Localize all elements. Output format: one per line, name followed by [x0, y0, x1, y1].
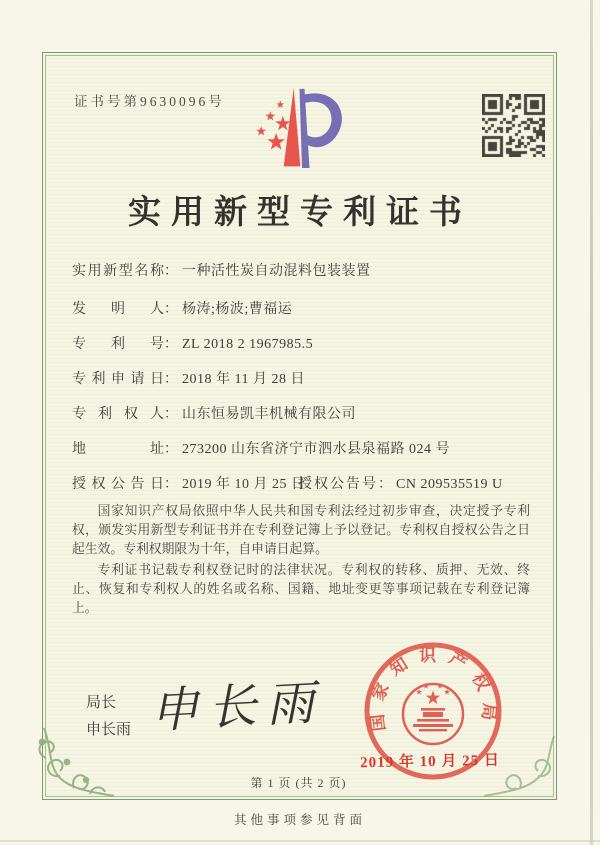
field-value: ZL 2018 2 1967985.5: [182, 337, 314, 352]
field-row-inventors: [72, 298, 542, 318]
scan-edge-shadow: [590, 0, 593, 845]
field-row-filing-date: [72, 368, 542, 388]
page-number: 第 1 页 (共 2 页): [250, 776, 347, 790]
field-label: 专利号: [72, 337, 164, 352]
colon: ：: [164, 337, 178, 352]
field-label: 发明人: [72, 302, 164, 317]
field-label: 专利申请日: [72, 372, 164, 387]
commissioner-name: 申长雨: [86, 722, 132, 738]
colon: ：: [164, 407, 178, 422]
grant-number-pair: [298, 473, 503, 493]
seal-date: 2019 年 10 月 25 日: [360, 752, 501, 772]
field-label: 授权公告号: [298, 477, 378, 492]
colon: ：: [378, 477, 392, 492]
legal-text: [72, 502, 530, 620]
field-value: 2018 年 11 月 28 日: [182, 372, 305, 387]
field-value: 一种活性炭自动混料包装装置: [182, 264, 371, 279]
field-row-patentee: [72, 403, 542, 423]
commissioner-role: 局长: [86, 695, 117, 711]
qr-code: [482, 94, 545, 157]
commissioner-autograph: 申长雨: [148, 676, 326, 739]
back-side-note: 其他事项参见背面: [233, 813, 366, 827]
field-value: 山东恒易凯丰机械有限公司: [182, 407, 356, 422]
seal-org-text: 国家知识产权局: [366, 645, 500, 733]
field-label: 地址: [72, 442, 164, 457]
field-value: 杨涛;杨波;曹福运: [182, 302, 293, 317]
field-row-utility-model-name: [72, 260, 542, 280]
certificate-number: 证书号第9630096号: [74, 94, 225, 109]
scan-edge-shadow: [0, 840, 600, 842]
legal-paragraph: 专利证书记载专利权登记时的法律状况。专利权的转移、质押、无效、终止、恢复和专利权人的姓名或名称、国籍、地址变更等事项记载在专利登记簿上。: [72, 563, 530, 615]
field-row-grant-date-and-number: [72, 473, 542, 493]
field-row-patent-number: [72, 333, 542, 353]
field-value: CN 209535519 U: [396, 477, 503, 492]
field-value: 273200 山东省济宁市泗水县泉福路 024 号: [182, 442, 450, 457]
field-row-address: [72, 438, 542, 458]
colon: ：: [164, 372, 178, 387]
colon: ：: [164, 302, 178, 317]
colon: ：: [164, 477, 178, 492]
colon: ：: [164, 442, 178, 457]
national-emblem-icon: [403, 683, 463, 744]
field-label: 专利权人: [72, 407, 164, 422]
commissioner-block: [86, 690, 131, 744]
cnipa-logo-icon: [252, 84, 352, 172]
field-label: 授权公告日: [72, 477, 164, 492]
field-value: 2019 年 10 月 25 日: [182, 477, 306, 492]
certificate-title: 实用新型专利证书: [128, 195, 472, 231]
colon: ：: [164, 264, 178, 279]
field-label: 实用新型名称: [72, 264, 164, 279]
legal-paragraph: 国家知识产权局依照中华人民共和国专利法经过初步审查，决定授予专利权，颁发实用新型专利证书并在专利登记簿上予以登记。专利权自授权公告之日起生效。专利权期限为十年，自申请日起算。: [72, 504, 530, 556]
